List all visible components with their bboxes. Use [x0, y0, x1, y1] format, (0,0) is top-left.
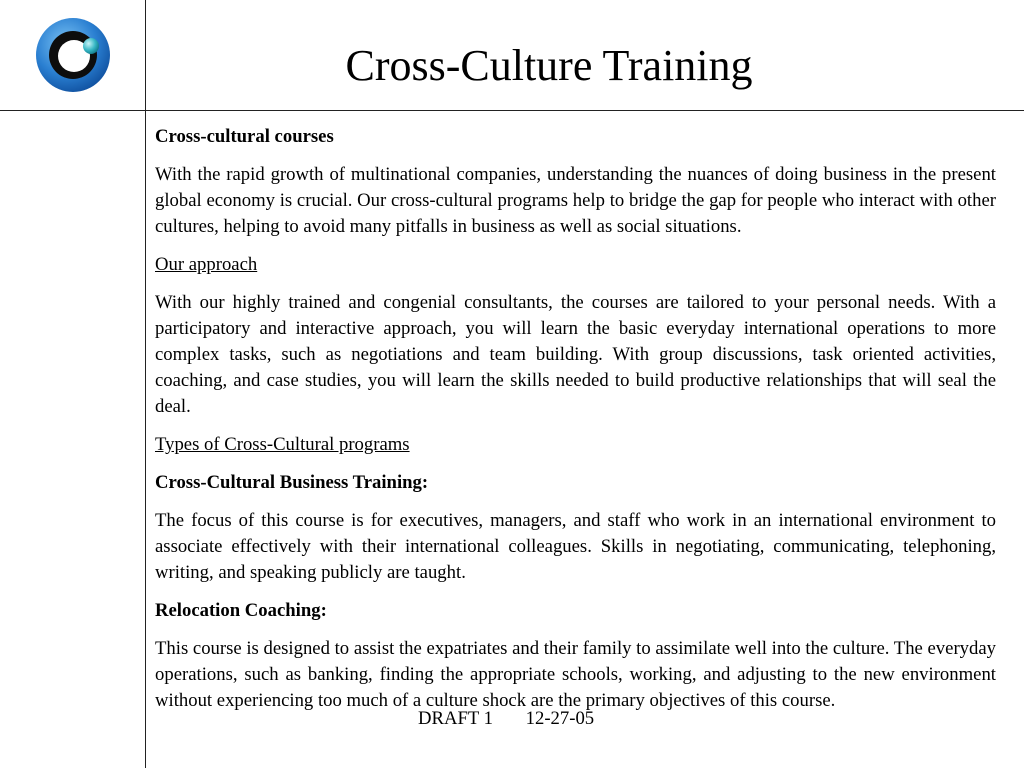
- programs-heading: Types of Cross-Cultural programs: [155, 434, 410, 455]
- business-training-heading: Cross-Cultural Business Training:: [155, 472, 429, 493]
- section-heading: Cross-cultural courses: [155, 126, 334, 147]
- relocation-coaching-paragraph: This course is designed to assist the expatriates and their family to assimilate well into the culture. The everyday operations, such as banking, finding the appropriate schools, working, and adjusting to the new environment without experiencing too much of a culture shock are the primary objectives of this course.: [155, 638, 996, 711]
- approach-paragraph: With our highly trained and congenial consultants, the courses are tailored to your personal needs. With a participatory and interactive approach, you will learn the basic everyday international operations to more complex tasks, such as negotiations and team building. With group discussions, task oriented activities, coaching, and case studies, you will learn the skills needed to build productive relationships that will seal the deal.: [155, 292, 996, 417]
- circular-c-logo-icon: [34, 16, 112, 94]
- intro-paragraph: With the rapid growth of multinational companies, understanding the nuances of doing business in the present global economy is crucial. Our cross-cultural programs help to bridge the gap for people who interact with other cultures, helping to avoid many pitfalls in business as well as social situations.: [155, 164, 996, 237]
- horizontal-divider: [0, 110, 1024, 111]
- vertical-divider: [145, 0, 146, 768]
- content-body: [155, 124, 996, 726]
- relocation-coaching-heading: Relocation Coaching:: [155, 600, 327, 621]
- page-title: Cross-Culture Training: [345, 41, 753, 90]
- approach-heading: Our approach: [155, 254, 258, 275]
- draft-footer: DRAFT 1 12-27-05: [418, 708, 595, 729]
- business-training-paragraph: The focus of this course is for executives, managers, and staff who work in an international environment to associate effectively with their international colleagues. Skills in negotiating, communicating, telephoning, writing, and speaking publicly are taught.: [155, 510, 996, 583]
